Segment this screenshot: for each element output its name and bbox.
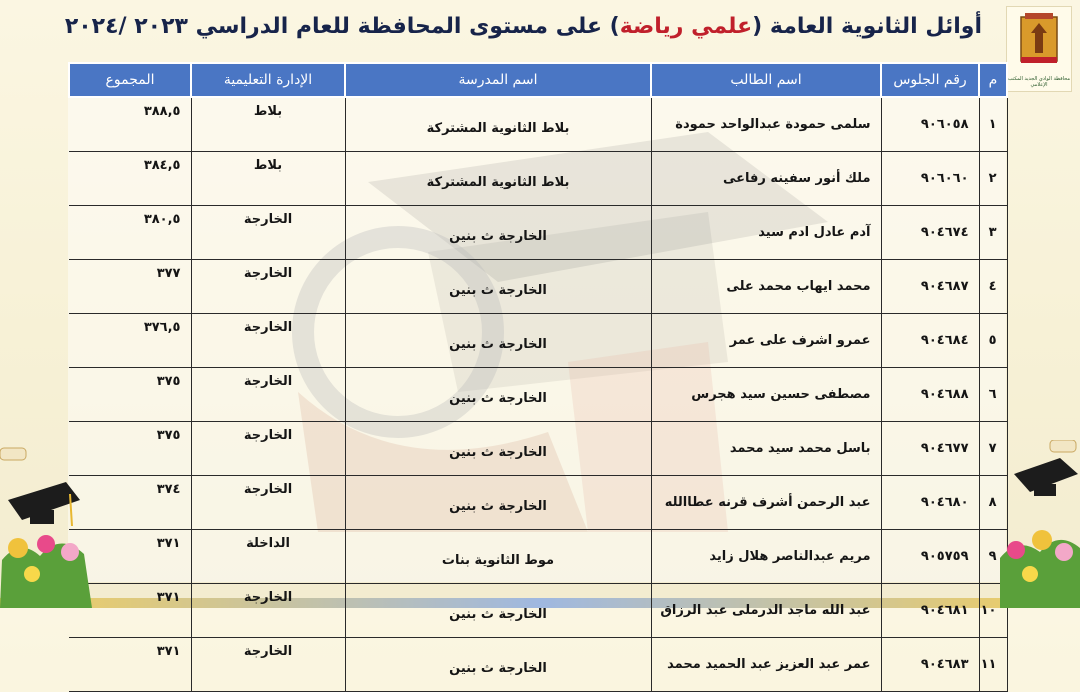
cell-index: ١ <box>979 97 1007 152</box>
results-table-panel <box>68 62 1006 676</box>
cell-education-admin: الخارجة <box>191 638 345 692</box>
cell-education-admin: الخارجة <box>191 584 345 638</box>
cell-education-admin: الخارجة <box>191 368 345 422</box>
cell-seat-number: ٩٠٤٦٨١ <box>881 584 979 638</box>
table-row <box>69 260 1007 314</box>
cell-education-admin: الخارجة <box>191 476 345 530</box>
table-row <box>69 368 1007 422</box>
table-row <box>69 206 1007 260</box>
cell-student-name: عبد الرحمن أشرف قرنه عطاالله <box>651 476 881 530</box>
cell-seat-number: ٩٠٤٦٨٠ <box>881 476 979 530</box>
cell-seat-number: ٩٠٦٠٥٨ <box>881 97 979 152</box>
cell-index: ١٠ <box>979 584 1007 638</box>
cell-school-name: الخارجة ث بنين <box>345 206 651 260</box>
table-row <box>69 152 1007 206</box>
title-end: ) على مستوى المحافظة للعام الدراسي ٢٠٢٣ /٢٠٢٤ <box>64 14 620 39</box>
logo-caption: محافظة الوادي الجديد المكتب الإعلامي <box>1007 76 1071 88</box>
top-students-table <box>68 62 1008 692</box>
cell-index: ٧ <box>979 422 1007 476</box>
table-row <box>69 530 1007 584</box>
cell-total: ٣٨٠,٥ <box>69 206 191 260</box>
cell-school-name: بلاط الثانوية المشتركة <box>345 152 651 206</box>
cell-school-name: الخارجة ث بنين <box>345 638 651 692</box>
title-accent: علمي رياضة <box>619 14 753 39</box>
col-header-seat-number: رقم الجلوس <box>881 63 979 97</box>
cell-student-name: عبد الله ماجد الدرملى عبد الرزاق <box>651 584 881 638</box>
cell-index: ١١ <box>979 638 1007 692</box>
title-start: أوائل الثانوية العامة ( <box>752 14 982 39</box>
table-row <box>69 584 1007 638</box>
cell-total: ٣٧٥ <box>69 422 191 476</box>
cell-total: ٣٨٤,٥ <box>69 152 191 206</box>
cell-seat-number: ٩٠٤٦٨٣ <box>881 638 979 692</box>
table-row <box>69 476 1007 530</box>
cell-education-admin: الخارجة <box>191 422 345 476</box>
col-header-education-admin: الإدارة التعليمية <box>191 63 345 97</box>
cell-student-name: مصطفى حسين سيد هجرس <box>651 368 881 422</box>
col-header-student-name: اسم الطالب <box>651 63 881 97</box>
cell-seat-number: ٩٠٤٦٨٧ <box>881 260 979 314</box>
col-header-total: المجموع <box>69 63 191 97</box>
cell-education-admin: الخارجة <box>191 314 345 368</box>
cell-school-name: الخارجة ث بنين <box>345 422 651 476</box>
right-flowers-decoration-icon <box>1000 440 1080 608</box>
cell-index: ٥ <box>979 314 1007 368</box>
cell-seat-number: ٩٠٤٦٧٧ <box>881 422 979 476</box>
cell-total: ٣٧٥ <box>69 368 191 422</box>
col-header-school-name: اسم المدرسة <box>345 63 651 97</box>
cell-total: ٣٧١ <box>69 638 191 692</box>
table-row <box>69 97 1007 152</box>
cell-total: ٣٧٧ <box>69 260 191 314</box>
cell-education-admin: الخارجة <box>191 206 345 260</box>
cell-school-name: الخارجة ث بنين <box>345 584 651 638</box>
governorate-logo <box>1006 6 1072 92</box>
cell-school-name: الخارجة ث بنين <box>345 260 651 314</box>
cell-total: ٣٧١ <box>69 530 191 584</box>
cell-education-admin: بلاط <box>191 97 345 152</box>
cell-student-name: عمرو اشرف على عمر <box>651 314 881 368</box>
cell-student-name: سلمى حمودة عبدالواحد حمودة <box>651 97 881 152</box>
cell-index: ٣ <box>979 206 1007 260</box>
cell-seat-number: ٩٠٤٦٧٤ <box>881 206 979 260</box>
cell-education-admin: الداخلة <box>191 530 345 584</box>
cell-student-name: ملك أنور سفينه رفاعى <box>651 152 881 206</box>
cell-seat-number: ٩٠٤٦٨٤ <box>881 314 979 368</box>
cell-total: ٣٨٨,٥ <box>69 97 191 152</box>
cell-seat-number: ٩٠٤٦٨٨ <box>881 368 979 422</box>
cell-total: ٣٧٦,٥ <box>69 314 191 368</box>
cell-index: ٢ <box>979 152 1007 206</box>
table-header-row <box>69 63 1007 97</box>
cell-education-admin: بلاط <box>191 152 345 206</box>
table-row <box>69 314 1007 368</box>
cell-school-name: الخارجة ث بنين <box>345 476 651 530</box>
cell-education-admin: الخارجة <box>191 260 345 314</box>
cell-student-name: باسل محمد سيد محمد <box>651 422 881 476</box>
cell-school-name: موط الثانوية بنات <box>345 530 651 584</box>
cell-school-name: بلاط الثانوية المشتركة <box>345 97 651 152</box>
cell-seat-number: ٩٠٦٠٦٠ <box>881 152 979 206</box>
cell-index: ٨ <box>979 476 1007 530</box>
table-row <box>69 638 1007 692</box>
cell-student-name: محمد ايهاب محمد على <box>651 260 881 314</box>
cell-school-name: الخارجة ث بنين <box>345 368 651 422</box>
col-header-index: م <box>979 63 1007 97</box>
cell-seat-number: ٩٠٥٧٥٩ <box>881 530 979 584</box>
table-row <box>69 422 1007 476</box>
cell-student-name: عمر عبد العزيز عبد الحميد محمد <box>651 638 881 692</box>
left-flowers-decoration-icon <box>0 440 92 608</box>
cell-index: ٦ <box>979 368 1007 422</box>
cell-total: ٣٧٤ <box>69 476 191 530</box>
cell-index: ٤ <box>979 260 1007 314</box>
cell-student-name: مريم عبدالناصر هلال زايد <box>651 530 881 584</box>
page-title <box>42 14 982 39</box>
cell-school-name: الخارجة ث بنين <box>345 314 651 368</box>
cell-index: ٩ <box>979 530 1007 584</box>
new-valley-governorate-logo-icon <box>1007 7 1071 77</box>
cell-total: ٣٧١ <box>69 584 191 638</box>
cell-student-name: آدم عادل ادم سيد <box>651 206 881 260</box>
